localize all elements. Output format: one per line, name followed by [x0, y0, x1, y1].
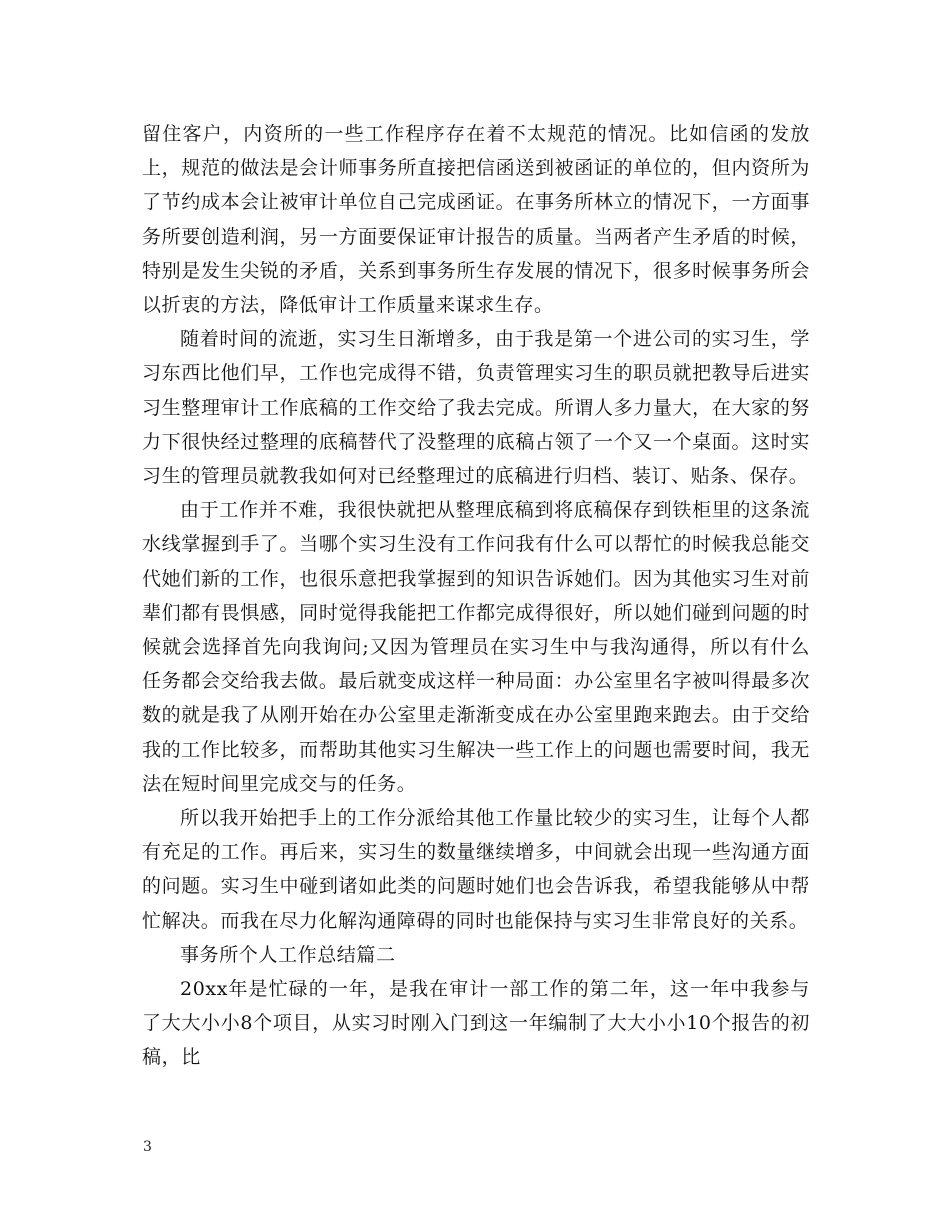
paragraph-1: 留住客户，内资所的一些工作程序存在着不太规范的情况。比如信函的发放上，规范的做法是会计师事务所直接把信函送到被函证的单位的，但内资所为了节约成本会让被审计单位自己完成函证。在事务所林立的情况下，一方面事务所要创造利润，另一方面要保证审计报告的质量。当两者产生矛盾的时候，特别是发生尖锐的矛盾，关系到事务所生存发展的情况下，很多时候事务所会以折衷的方法，降低审计工作质量来谋求生存。 — [142, 123, 810, 317]
page-number: 3 — [143, 1139, 152, 1155]
paragraph-3: 由于工作并不难，我很快就把从整理底稿到将底稿保存到铁柜里的这条流水线掌握到手了。当哪个实习生没有工作问我有什么可以帮忙的时候我总能交代她们新的工作，也很乐意把我掌握到的知识告诉她们。因为其他实习生对前辈们都有畏惧感，同时觉得我能把工作都完成得很好，所以她们碰到问题的时候就会选择首先向我询问;又因为管理员在实习生中与我沟通得，所以有什么任务都会交给我去做。最后就变成这样一种局面：办公室里名字被叫得最多次数的就是我了从刚开始在办公室里走渐渐变成在办公室里跑来跑去。由于交给我的工作比较多，而帮助其他实习生解决一些工作上的问题也需要时间，我无法在短时间里完成交与的任务。 — [142, 499, 810, 795]
section-heading: 事务所个人工作总结篇二 — [180, 943, 396, 966]
paragraph-2: 随着时间的流逝，实习生日渐增多，由于我是第一个进公司的实习生，学习东西比他们早，工作也完成得不错，负责管理实习生的职员就把教导后进实习生整理审计工作底稿的工作交给了我去完成。所谓人多力量大，在大家的努力下很快经过整理的底稿替代了没整理的底稿占领了一个又一个桌面。这时实习生的管理员就教我如何对已经整理过的底稿进行归档、装订、贴条、保存。 — [142, 328, 810, 488]
paragraph-4: 所以我开始把手上的工作分派给其他工作量比较少的实习生，让每个人都有充足的工作。再后来，实习生的数量继续增多，中间就会出现一些沟通方面的问题。实习生中碰到诸如此类的问题时她们也会告诉我，希望我能够从中帮忙解决。而我在尽力化解沟通障碍的同时也能保持与实习生非常良好的关系。 — [142, 807, 810, 932]
document-body — [142, 117, 810, 1075]
paragraph-5: 20xx年是忙碌的一年，是我在审计一部工作的第二年，这一年中我参与了大大小小8个项目，从实习时刚入门到这一年编制了大大小小10个报告的初稿，比 — [142, 978, 810, 1069]
